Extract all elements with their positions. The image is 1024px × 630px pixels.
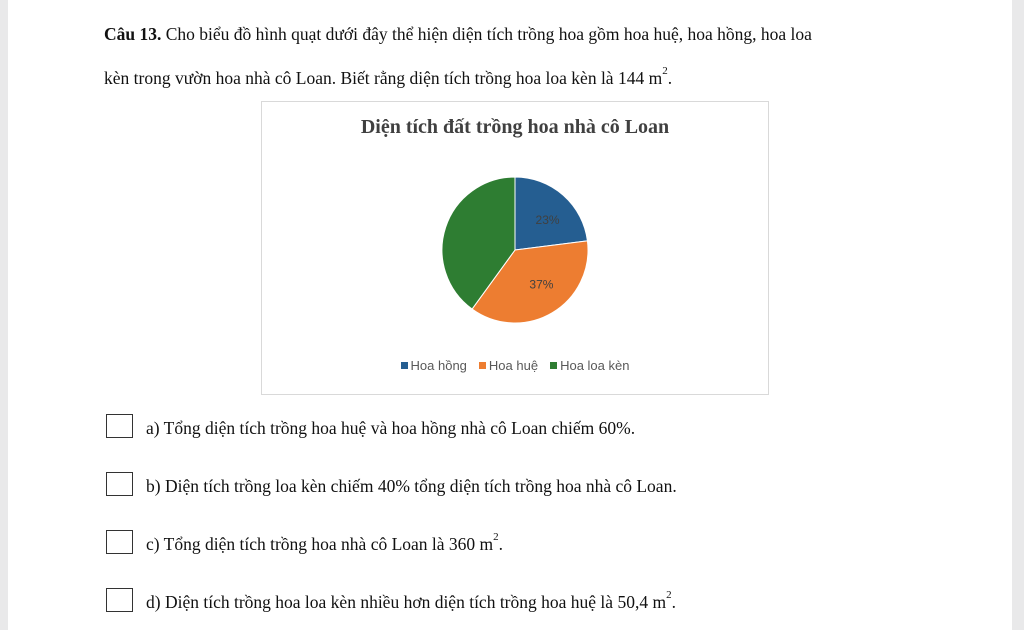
legend-label-0: Hoa hồng <box>410 358 467 373</box>
question-number: Câu 13. <box>104 24 162 44</box>
option-b-label: b) Diện tích trồng loa kèn chiếm <box>146 476 374 496</box>
page-margin-right <box>1012 0 1024 630</box>
option-b-end: tổng diện tích trồng hoa nhà cô Loan. <box>409 476 677 496</box>
option-a <box>106 414 986 446</box>
option-d-end: . <box>671 592 676 612</box>
area-value: 144 m <box>617 68 663 88</box>
legend-item-0 <box>401 358 467 373</box>
option-d-sup: 2 <box>666 589 672 602</box>
legend-swatch-1 <box>479 362 486 369</box>
legend-item-2 <box>550 358 629 373</box>
legend-swatch-0 <box>401 362 408 369</box>
option-c <box>106 530 986 562</box>
option-d-value: 50,4 m <box>617 592 667 612</box>
option-d-label: d) Diện tích trồng hoa loa kèn nhiều hơn diện tích trồng hoa huệ là <box>146 592 614 612</box>
option-c-sup: 2 <box>493 531 499 544</box>
option-a-checkbox[interactable] <box>106 414 133 438</box>
pie-chart-plot <box>262 102 768 394</box>
option-c-text <box>146 531 504 555</box>
option-d-text <box>146 589 676 613</box>
question-line1: Cho biểu đồ hình quạt dưới đây thể hiện diện tích trồng hoa gồm hoa huệ, hoa hồng, hoa loa <box>165 24 812 44</box>
legend-label-2: Hoa loa kèn <box>560 358 630 373</box>
option-d-checkbox[interactable] <box>106 588 133 612</box>
option-a-end: . <box>630 418 636 438</box>
question-text <box>104 12 964 100</box>
option-d <box>106 588 986 620</box>
chart-title: Diện tích đất trồng hoa nhà cô Loan <box>360 116 670 138</box>
area-superscript: 2 <box>662 65 668 78</box>
option-b-checkbox[interactable] <box>106 472 133 496</box>
legend-item-1 <box>479 358 538 373</box>
option-c-value: 360 m <box>448 534 494 554</box>
pie-data-label-1: 37% <box>529 277 554 292</box>
option-c-end: . <box>498 534 504 554</box>
chart-legend <box>262 358 768 373</box>
option-a-text <box>146 418 635 439</box>
legend-label-1: Hoa huệ <box>488 358 539 373</box>
option-b-text <box>146 476 677 497</box>
area-end: . <box>667 68 673 88</box>
page-margin-left <box>0 0 8 630</box>
pie-data-label-0: 23% <box>535 212 560 227</box>
question-line2: kèn trong vườn hoa nhà cô Loan. Biết rằng diện tích trồng hoa loa kèn là <box>104 68 614 88</box>
option-a-label: a) Tổng diện tích trồng hoa huệ và hoa hồng nhà cô Loan chiếm <box>146 418 595 438</box>
option-c-label: c) Tổng diện tích trồng hoa nhà cô Loan là <box>146 534 445 554</box>
legend-swatch-2 <box>550 362 557 369</box>
pie-chart <box>261 101 769 395</box>
option-a-value: 60% <box>598 418 631 438</box>
option-b <box>106 472 986 504</box>
option-b-value: 40% <box>377 476 410 496</box>
option-c-checkbox[interactable] <box>106 530 133 554</box>
